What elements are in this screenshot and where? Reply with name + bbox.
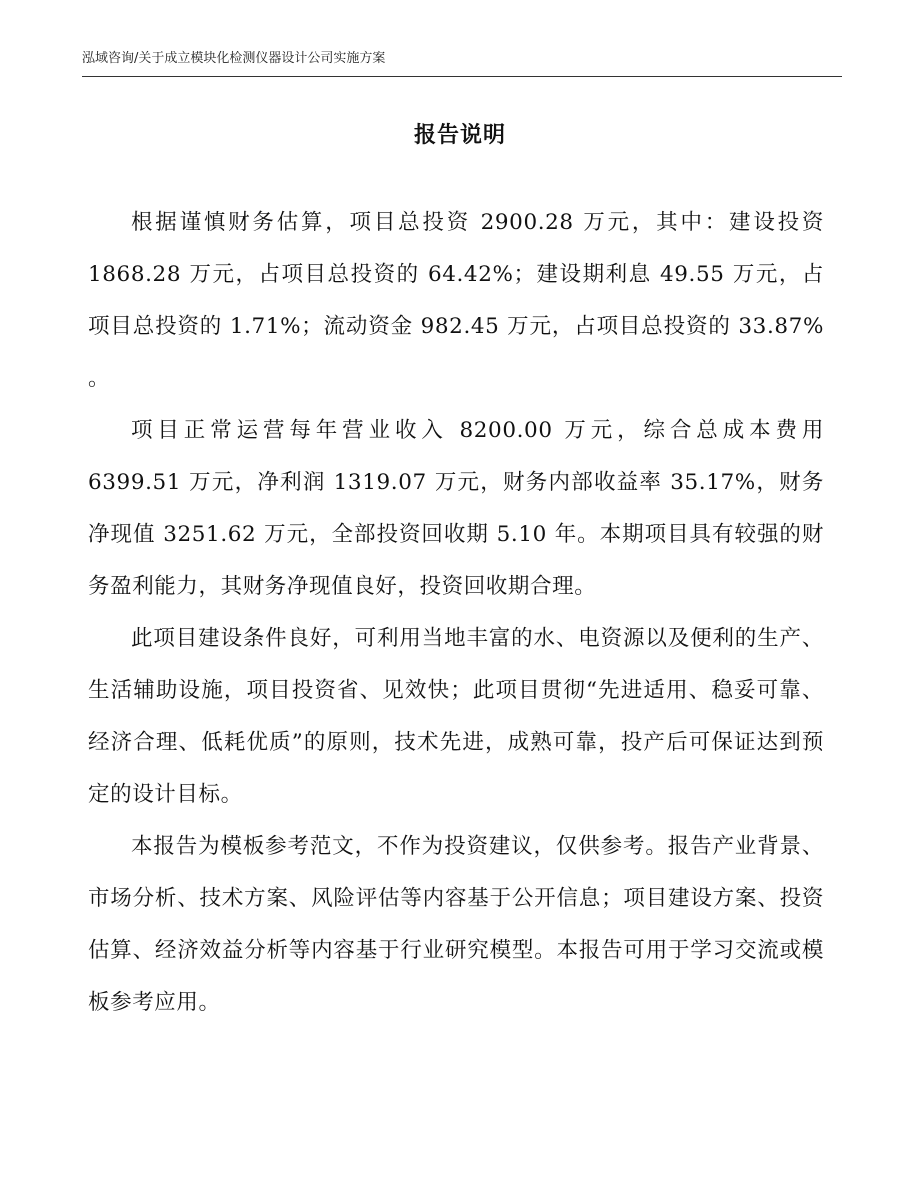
report-body <box>88 197 824 1029</box>
paragraph-investment: 根据谨慎财务估算，项目总投资 2900.28 万元，其中：建设投资 1868.28 万元，占项目总投资的 64.42%；建设期利息 49.55 万元，占项目总投资的 1.71%；流动资金 982.45 万元，占项目总投资的 33.87% 。 <box>88 210 824 391</box>
paragraph-conditions: 此项目建设条件良好，可利用当地丰富的水、电资源以及便利的生产、生活辅助设施，项目投资省、见效快；此项目贯彻“先进适用、稳妥可靠、经济合理、低耗优质”的原则，技术先进，成熟可靠，投产后可保证达到预定的设计目标。 <box>88 626 824 807</box>
page-header-breadcrumb: 泓域咨询/关于成立模块化检测仪器设计公司实施方案 <box>82 51 386 66</box>
header-divider <box>82 76 842 77</box>
page-title: 报告说明 <box>413 123 506 148</box>
paragraph-disclaimer: 本报告为模板参考范文，不作为投资建议，仅供参考。报告产业背景、市场分析、技术方案、风险评估等内容基于公开信息；项目建设方案、投资估算、经济效益分析等内容基于行业研究模型。本报告可用于学习交流或模板参考应用。 <box>88 834 824 1015</box>
paragraph-financials: 项目正常运营每年营业收入 8200.00 万元，综合总成本费用 6399.51 万元，净利润 1319.07 万元，财务内部收益率 35.17%，财务净现值 3251.62 万元，全部投资回收期 5.10 年。本期项目具有较强的财务盈利能力，其财务净现值良好，投资回收期合理。 <box>88 418 824 599</box>
